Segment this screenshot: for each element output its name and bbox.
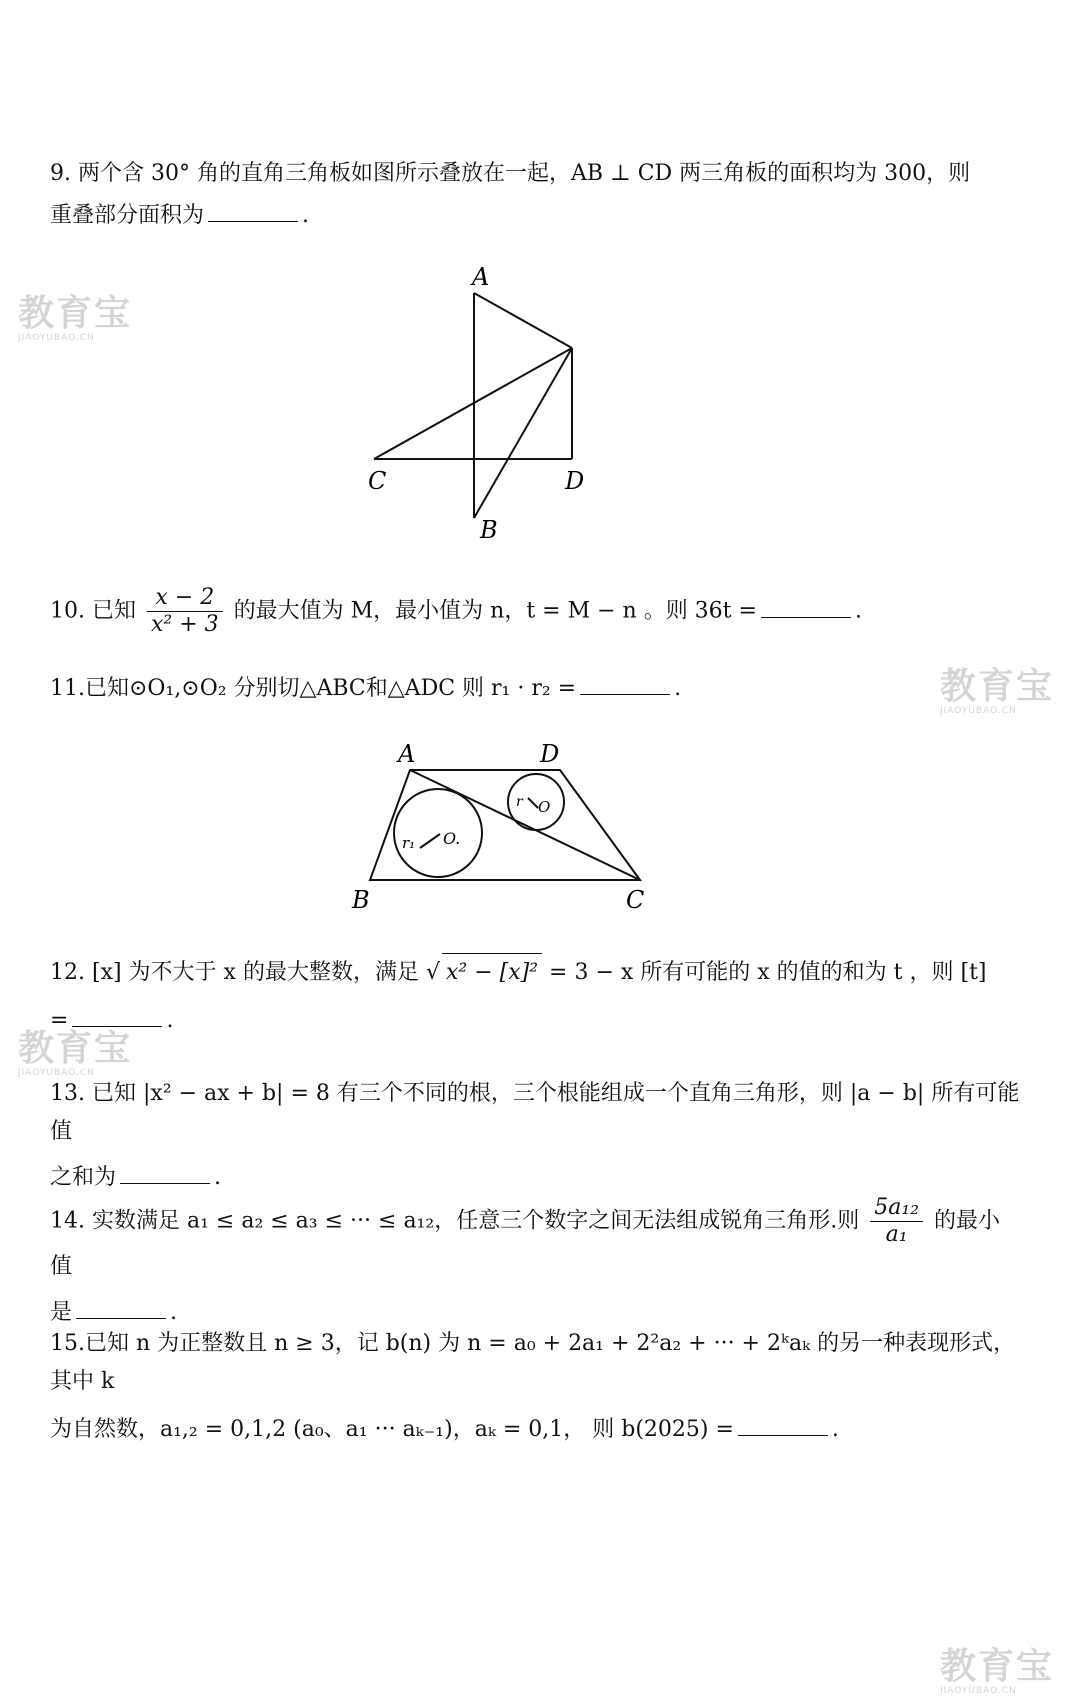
q15-line2: 为自然数，a₁,₂ = 0,1,2 (a₀、a₁ ··· aₖ₋₁)，aₖ = 0,1， 则 b(2025) = .: [50, 1411, 1020, 1449]
q14-answer-blank[interactable]: [76, 1296, 166, 1319]
q9-end: .: [302, 203, 310, 228]
label-r2: r: [516, 794, 523, 810]
question-12: [50, 953, 1020, 1040]
watermark-logo: 教育宝 JIAOYUBAO.CN: [940, 1646, 1055, 1696]
q10-fraction: $\frac{x - 2}{\text{x² + 3}}$: [147, 585, 223, 638]
q13-line2: 之和为 .: [50, 1159, 1020, 1197]
q14-line2: 是 .: [50, 1294, 1020, 1332]
q10-answer-blank[interactable]: [761, 595, 851, 618]
q12-sqrt: x² − [x]²: [442, 953, 542, 992]
sqrt-symbol: √: [425, 960, 440, 985]
label-r1: r₁: [402, 834, 416, 852]
label-O2: O: [538, 798, 551, 816]
q10-pre: 10. 已知: [50, 598, 136, 624]
label-D2: D: [540, 740, 560, 768]
q12-line2: = .: [50, 1002, 1020, 1040]
q13-line1: 13. 已知 |x² − ax + b| = 8 有三个不同的根，三个根能组成一个直角三角形，则 |a − b| 所有可能值: [50, 1081, 1020, 1144]
question-9: [50, 155, 1020, 235]
q12-answer-blank[interactable]: [72, 1004, 162, 1027]
label-A2: A: [398, 740, 416, 768]
q14-fraction: $\frac{\text{5a₁₂}}{\text{a₁}}$: [870, 1195, 923, 1248]
question-13: [50, 1075, 1020, 1197]
figure-trapezoid-circles: [340, 730, 700, 930]
figure-triangles: [360, 255, 660, 555]
q9-line1: 9. 两个含 30° 角的直角三角板如图所示叠放在一起，AB ⊥ CD 两三角板的面积均为 300，则: [50, 161, 971, 186]
q9-prompt: 重叠部分面积为: [50, 203, 205, 228]
label-B2: B: [352, 886, 370, 914]
q9-answer-blank[interactable]: [208, 199, 298, 222]
question-10: 10. 已知 $\frac{x - 2}{\text{x² + 3}}$ 的最大值为 M，最小值为 n，t = M − n 。则 36t = .: [50, 585, 862, 637]
watermark-logo: 教育宝 JIAOYUBAO.CN: [940, 666, 1055, 716]
q15-line1: 15.已知 n 为正整数且 n ≥ 3，记 b(n) 为 n = a₀ + 2a₁ + 2²a₂ + ··· + 2ᵏaₖ 的另一种表现形式，其中 k: [50, 1331, 1016, 1394]
q10-post: 的最大值为 M，最小值为 n，t = M − n 。则 36t =: [233, 598, 757, 624]
label-O1: O.: [443, 829, 461, 848]
watermark-logo: 教育宝 JIAOYUBAO.CN: [18, 1028, 133, 1078]
watermark-logo: 教育宝 JIAOYUBAO.CN: [18, 293, 133, 343]
label-D: D: [565, 467, 585, 495]
label-A: A: [472, 263, 490, 291]
q12-line1: 12. [x] 为不大于 x 的最大整数，满足 √ x² − [x]² = 3 − x 所有可能的 x 的值的和为 t ，则 [t]: [50, 953, 1020, 992]
q11-answer-blank[interactable]: [580, 672, 670, 695]
question-11: 11.已知⊙O₁,⊙O₂ 分别切△ABC和△ADC 则 r₁ · r₂ = .: [50, 670, 1020, 708]
q11-prompt: 11.已知⊙O₁,⊙O₂ 分别切△ABC和△ADC 则 r₁ · r₂ =: [50, 676, 577, 701]
question-14: [50, 1195, 1020, 1332]
q13-answer-blank[interactable]: [120, 1161, 210, 1184]
q9-line2: [50, 197, 1020, 235]
q15-answer-blank[interactable]: [738, 1413, 828, 1436]
label-C2: C: [626, 886, 645, 914]
label-B: B: [480, 516, 498, 544]
label-C: C: [368, 467, 387, 495]
q14-line1: 14. 实数满足 a₁ ≤ a₂ ≤ a₃ ≤ ··· ≤ a₁₂，任意三个数字之间无法组成锐角三角形.则 $\frac{\text{5a₁₂}}{\text{a₁}}$ 的最小值: [50, 1195, 1000, 1279]
question-15: [50, 1325, 1020, 1449]
